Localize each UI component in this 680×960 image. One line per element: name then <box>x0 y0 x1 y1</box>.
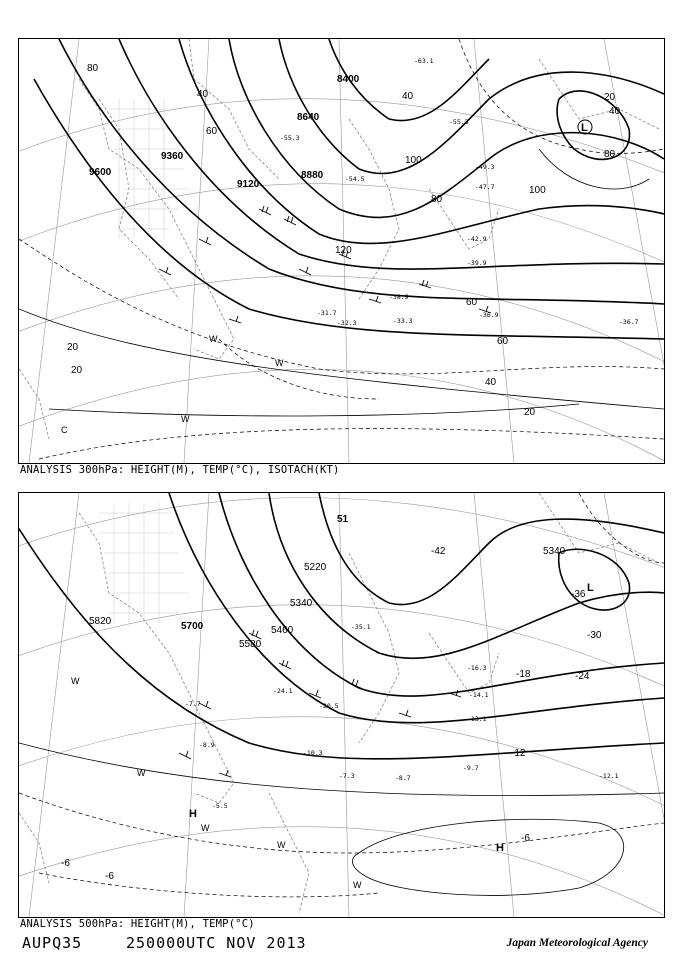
warm-mark: W <box>353 880 362 890</box>
height-label: 8400 <box>337 74 360 85</box>
isotach-label: 60 <box>466 297 478 308</box>
isotach-label: 100 <box>529 185 546 196</box>
low-label: L <box>587 582 594 594</box>
temp-contour-label: -18 <box>516 669 531 680</box>
warm-mark: W <box>201 823 210 833</box>
height-label: 9120 <box>237 179 260 190</box>
temp-label: -54.5 <box>345 175 365 183</box>
station-label: -20.5 <box>319 702 339 710</box>
height-label: 5220 <box>304 562 327 573</box>
high-label: H <box>189 808 197 820</box>
height-label: 5580 <box>239 639 262 650</box>
map-panel-300hpa <box>18 38 665 464</box>
weather-map-500hpa <box>19 493 664 917</box>
station-label: -8.9 <box>199 741 215 749</box>
temp-label: -63.1 <box>414 57 434 65</box>
temp-label: -55.3 <box>280 134 300 142</box>
temp-label: -39.9 <box>467 259 487 267</box>
warm-mark: W <box>137 768 146 778</box>
temp-label: -38.9 <box>389 293 409 301</box>
isotach-label: 20 <box>524 407 536 418</box>
height-label: 5700 <box>181 621 204 632</box>
isotach-label: 40 <box>197 89 209 100</box>
agency-name: Japan Meteorological Agency <box>506 937 648 949</box>
cold-mark: C <box>61 425 68 435</box>
temp-label: -33.3 <box>393 317 413 325</box>
temp-contour-label: -36 <box>571 589 586 600</box>
warm-mark: W <box>275 358 284 368</box>
temperature-isotherms <box>19 493 664 897</box>
low-pressure-center <box>587 582 594 594</box>
station-label: -7.7 <box>185 700 201 708</box>
temp-label: -32.3 <box>337 319 357 327</box>
station-label: -9.7 <box>463 764 479 772</box>
height-label: 9360 <box>161 151 184 162</box>
height-label: 9600 <box>89 167 112 178</box>
temp-contour-label: -30 <box>587 630 602 641</box>
station-label: -10.3 <box>303 749 323 757</box>
temp-label: -36.7 <box>619 318 639 326</box>
isotach-label: 60 <box>497 336 509 347</box>
isotach-label: 80 <box>604 149 616 160</box>
caption-500hpa: ANALYSIS 500hPa: HEIGHT(M), TEMP(°C) <box>20 918 255 930</box>
minor-height-contours <box>19 743 664 895</box>
height-label: 51 <box>337 514 349 525</box>
isotach-label: 60 <box>206 126 218 137</box>
temp-label: -49.3 <box>475 163 495 171</box>
isotach-label: 80 <box>87 63 99 74</box>
temp-contour-label: -6 <box>105 871 114 882</box>
station-label: -12.1 <box>599 772 619 780</box>
station-label: -35.1 <box>351 623 371 631</box>
high-label: H <box>496 842 504 854</box>
weather-map-300hpa <box>19 39 664 463</box>
temp-contour-label: -12 <box>511 748 526 759</box>
height-label: 8640 <box>297 112 320 123</box>
isotach-label: 120 <box>335 245 352 256</box>
temp-label: -55.3 <box>449 118 469 126</box>
height-label: 5340 <box>290 598 313 609</box>
bulletin-code: AUPQ35 <box>22 934 83 952</box>
coastline <box>19 39 659 439</box>
temp-contour-label: -6 <box>521 833 530 844</box>
temp-contour-label: -6 <box>61 858 70 869</box>
low-label: L <box>581 122 588 134</box>
station-label: -8.7 <box>395 774 411 782</box>
isotach-label: 20 <box>71 365 83 376</box>
temp-label: -47.7 <box>475 183 495 191</box>
temp-label: -31.7 <box>317 309 337 317</box>
warm-mark: W <box>277 840 286 850</box>
isotach-label: 40 <box>485 377 497 388</box>
isotach-label: 100 <box>405 155 422 166</box>
temp-label: -42.9 <box>467 235 487 243</box>
isotach-label: 40 <box>609 106 621 117</box>
height-label: 8880 <box>301 170 324 181</box>
station-label: -24.1 <box>273 687 293 695</box>
temp-label: -36.9 <box>479 311 499 319</box>
station-label: -5.5 <box>212 802 228 810</box>
temp-contour-label: -24 <box>575 671 590 682</box>
height-label: 5460 <box>271 625 294 636</box>
caption-300hpa: ANALYSIS 300hPa: HEIGHT(M), TEMP(°C), ISOTACH(KT) <box>20 464 340 476</box>
station-label: -7.3 <box>339 772 355 780</box>
height-label: 5340 <box>543 546 566 557</box>
map-panel-500hpa <box>18 492 665 918</box>
isotach-label: 20 <box>67 342 79 353</box>
land-hatch <box>99 503 189 623</box>
temp-contour-label: -42 <box>431 546 446 557</box>
warm-mark: W <box>181 414 190 424</box>
isotach-lines <box>19 149 664 416</box>
station-label: -13.1 <box>467 715 487 723</box>
height-label: 5820 <box>89 616 112 627</box>
analysis-time: 250000UTC NOV 2013 <box>126 934 307 952</box>
warm-mark: W <box>71 676 80 686</box>
station-label: -14.1 <box>469 691 489 699</box>
isotach-label: 20 <box>604 92 616 103</box>
isotach-label: 40 <box>402 91 414 102</box>
low-pressure-center <box>578 120 592 134</box>
wind-barbs <box>159 206 491 323</box>
station-label: -16.3 <box>467 664 487 672</box>
isotach-label: 80 <box>431 194 443 205</box>
warm-mark: W <box>209 334 218 344</box>
